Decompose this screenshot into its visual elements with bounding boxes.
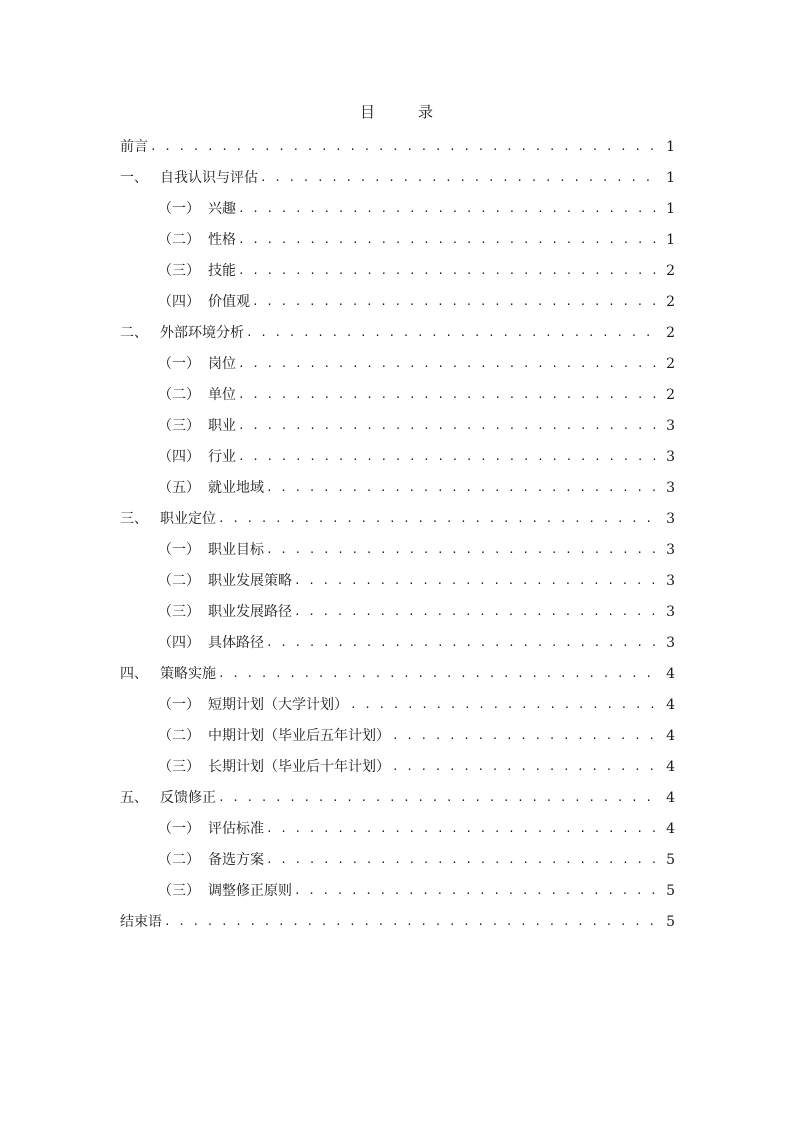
toc-entry-label: 行业 — [208, 449, 236, 465]
toc-entry-number: （三） — [158, 418, 200, 434]
toc-entry-page-number: 2 — [666, 325, 675, 341]
toc-entry-page-number: 2 — [666, 387, 675, 403]
toc-entry-label: 职业发展策略 — [208, 573, 292, 589]
toc-entry-number: 三、 — [120, 511, 148, 527]
toc-dot-leader — [260, 164, 659, 192]
toc-entry-label: 策略实施 — [160, 666, 216, 682]
toc-dot-leader — [266, 815, 659, 843]
toc-entry[interactable] — [120, 750, 675, 781]
toc-entry-label: 职业定位 — [160, 511, 216, 527]
toc-dot-leader — [266, 629, 659, 657]
toc-entry-page-number: 4 — [666, 790, 675, 806]
toc-dot-leader — [266, 846, 659, 874]
toc-entry-label: 岗位 — [208, 356, 236, 372]
toc-entry[interactable] — [120, 130, 675, 161]
toc-dot-leader — [238, 257, 659, 285]
toc-entry-label: 短期计划（大学计划） — [208, 697, 348, 713]
toc-dot-leader — [218, 660, 659, 688]
toc-dot-leader — [266, 536, 659, 564]
toc-entry[interactable] — [120, 409, 675, 440]
toc-entry-label: 外部环境分析 — [160, 325, 244, 341]
toc-entry[interactable] — [120, 254, 675, 285]
toc-dot-leader — [238, 443, 659, 471]
toc-entry[interactable] — [120, 471, 675, 502]
toc-entry[interactable] — [120, 316, 675, 347]
toc-entry-page-number: 3 — [666, 542, 675, 558]
toc-entry-label: 反馈修正 — [160, 790, 216, 806]
toc-entry-number: （二） — [158, 573, 200, 589]
toc-dot-leader — [164, 908, 659, 936]
toc-entry-label: 兴趣 — [208, 201, 236, 217]
toc-entry-page-number: 3 — [666, 604, 675, 620]
toc-dot-leader — [238, 381, 659, 409]
toc-dot-leader — [294, 567, 659, 595]
toc-entry[interactable] — [120, 192, 675, 223]
toc-entry-label: 职业 — [208, 418, 236, 434]
toc-entry-number: （一） — [158, 542, 200, 558]
toc-title: 目 录 — [359, 103, 447, 121]
toc-entry-label: 备选方案 — [208, 852, 264, 868]
toc-entry-label: 价值观 — [208, 294, 250, 310]
toc-entry-page-number: 1 — [666, 232, 675, 248]
toc-entry-number: （一） — [158, 697, 200, 713]
toc-entry-number: （四） — [158, 449, 200, 465]
toc-entry[interactable] — [120, 719, 675, 750]
toc-dot-leader — [246, 319, 659, 347]
toc-entry-page-number: 3 — [666, 511, 675, 527]
toc-entry-page-number: 4 — [666, 821, 675, 837]
toc-entry-number: （一） — [158, 356, 200, 372]
toc-entry-page-number: 1 — [666, 201, 675, 217]
toc-entry[interactable] — [120, 688, 675, 719]
toc-entry-number: （三） — [158, 263, 200, 279]
toc-entry-page-number: 4 — [666, 759, 675, 775]
toc-entry[interactable] — [120, 502, 675, 533]
toc-list — [120, 130, 675, 936]
toc-dot-leader — [294, 877, 659, 905]
toc-entry-label: 调整修正原则 — [208, 883, 292, 899]
toc-entry-number: （三） — [158, 759, 200, 775]
toc-entry[interactable] — [120, 285, 675, 316]
toc-entry-label: 单位 — [208, 387, 236, 403]
toc-entry-page-number: 5 — [666, 914, 675, 930]
toc-entry-label: 性格 — [208, 232, 236, 248]
toc-entry-number: （二） — [158, 728, 200, 744]
toc-entry-page-number: 1 — [666, 139, 675, 155]
toc-dot-leader — [238, 412, 659, 440]
toc-entry[interactable] — [120, 564, 675, 595]
toc-entry-label: 评估标准 — [208, 821, 264, 837]
toc-dot-leader — [294, 598, 659, 626]
toc-entry-page-number: 5 — [666, 883, 675, 899]
toc-entry-page-number: 5 — [666, 852, 675, 868]
toc-entry[interactable] — [120, 595, 675, 626]
toc-entry[interactable] — [120, 533, 675, 564]
toc-entry-page-number: 1 — [666, 170, 675, 186]
toc-entry-label: 自我认识与评估 — [160, 170, 258, 186]
toc-entry-page-number: 3 — [666, 449, 675, 465]
toc-entry-number: （二） — [158, 232, 200, 248]
toc-entry-page-number: 3 — [666, 480, 675, 496]
toc-dot-leader — [238, 350, 659, 378]
toc-dot-leader — [392, 753, 659, 781]
toc-entry-label: 中期计划（毕业后五年计划） — [208, 728, 390, 744]
toc-entry-number: （四） — [158, 635, 200, 651]
toc-dot-leader — [150, 133, 659, 161]
toc-entry-number: 四、 — [120, 666, 148, 682]
toc-entry[interactable] — [120, 440, 675, 471]
toc-entry-page-number: 4 — [666, 728, 675, 744]
toc-entry-page-number: 3 — [666, 573, 675, 589]
toc-dot-leader — [252, 288, 659, 316]
toc-entry[interactable] — [120, 626, 675, 657]
toc-dot-leader — [350, 691, 659, 719]
toc-entry[interactable] — [120, 905, 675, 936]
toc-entry[interactable] — [120, 223, 675, 254]
toc-entry-label: 职业发展路径 — [208, 604, 292, 620]
toc-entry[interactable] — [120, 781, 675, 812]
toc-entry-page-number: 4 — [666, 697, 675, 713]
toc-entry-number: （三） — [158, 604, 200, 620]
toc-entry-label: 技能 — [208, 263, 236, 279]
toc-entry-number: （一） — [158, 821, 200, 837]
toc-dot-leader — [238, 226, 659, 254]
toc-entry-label: 职业目标 — [208, 542, 264, 558]
toc-dot-leader — [218, 505, 659, 533]
toc-entry-page-number: 3 — [666, 418, 675, 434]
toc-entry[interactable] — [120, 843, 675, 874]
toc-entry[interactable] — [120, 378, 675, 409]
toc-entry-number: （二） — [158, 387, 200, 403]
toc-entry-label: 前言 — [120, 139, 148, 155]
toc-entry-number: （四） — [158, 294, 200, 310]
toc-dot-leader — [266, 474, 659, 502]
toc-entry-label: 具体路径 — [208, 635, 264, 651]
toc-dot-leader — [392, 722, 659, 750]
toc-entry-number: 一、 — [120, 170, 148, 186]
toc-entry-number: （二） — [158, 852, 200, 868]
toc-entry[interactable] — [120, 347, 675, 378]
toc-entry-page-number: 2 — [666, 263, 675, 279]
toc-entry-label: 长期计划（毕业后十年计划） — [208, 759, 390, 775]
toc-entry[interactable] — [120, 874, 675, 905]
toc-entry-number: （五） — [158, 480, 200, 496]
toc-entry-page-number: 3 — [666, 635, 675, 651]
toc-entry-page-number: 4 — [666, 666, 675, 682]
toc-dot-leader — [218, 784, 659, 812]
toc-entry-label: 就业地域 — [208, 480, 264, 496]
toc-entry-number: （三） — [158, 883, 200, 899]
toc-entry-page-number: 2 — [666, 294, 675, 310]
toc-dot-leader — [238, 195, 659, 223]
toc-entry[interactable] — [120, 812, 675, 843]
toc-entry-number: 五、 — [120, 790, 148, 806]
toc-entry-page-number: 2 — [666, 356, 675, 372]
toc-entry[interactable] — [120, 657, 675, 688]
toc-entry-number: 二、 — [120, 325, 148, 341]
toc-entry[interactable] — [120, 161, 675, 192]
toc-entry-number: （一） — [158, 201, 200, 217]
toc-entry-label: 结束语 — [120, 914, 162, 930]
